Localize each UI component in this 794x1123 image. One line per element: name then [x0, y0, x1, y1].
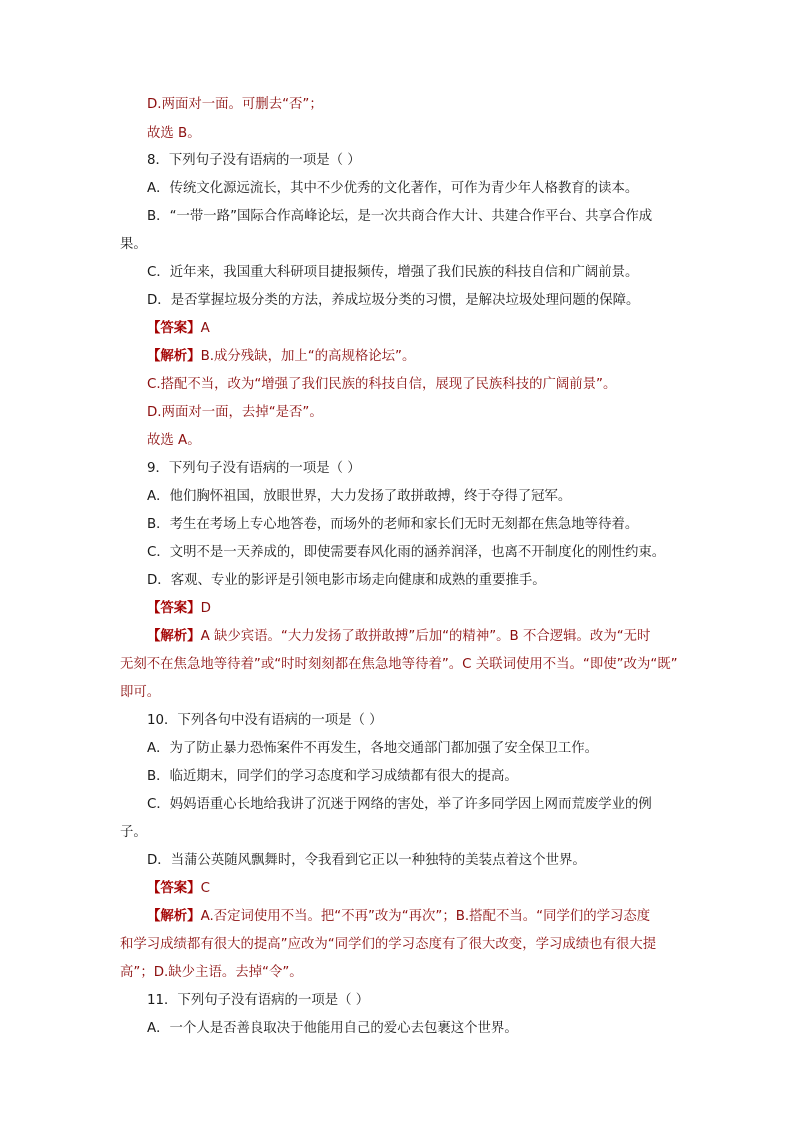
text-line [147, 740, 707, 758]
line-text: 10．下列各句中没有语病的一项是（ ） [147, 713, 383, 728]
line-text: B.成分残缺，加上“的高规格论坛”。 [200, 349, 416, 364]
line-text: A．他们胸怀祖国，放眼世界，大力发扬了敢拼敢搏，终于夺得了冠军。 [147, 489, 572, 504]
line-text: D [200, 601, 211, 616]
line-text: D．客观、专业的影评是引领电影市场走向健康和成熟的重要推手。 [147, 573, 546, 588]
text-line [147, 572, 707, 590]
answer-line [147, 600, 707, 618]
line-text: 11．下列句子没有语病的一项是（ ） [147, 993, 370, 1008]
text-line [147, 796, 707, 814]
text-line [147, 1020, 707, 1038]
answer-tag: 【答案】 [147, 601, 201, 616]
analysis-line [147, 908, 707, 926]
text-line [147, 992, 707, 1010]
analysis-tag: 【解析】 [147, 629, 201, 644]
line-text: A [200, 321, 210, 336]
text-line [120, 824, 680, 842]
line-text: A 缺少宾语。“大力发扬了敢拼敢搏”后加“的精神”。B 不合逻辑。改为“无时 [200, 629, 651, 644]
line-text: 8．下列句子没有语病的一项是（ ） [147, 153, 361, 168]
text-line [147, 292, 707, 310]
analysis-line [147, 348, 707, 366]
analysis-tag: 【解析】 [147, 909, 201, 924]
text-line [120, 936, 680, 954]
text-line [147, 152, 707, 170]
line-text: 高”；D.缺少主语。去掉“令”。 [120, 965, 303, 980]
line-text: 无刻不在焦急地等待着”或“时时刻刻都在焦急地等待着”。C 关联词使用不当。“即使”改为“既” [120, 657, 678, 672]
line-text: C．近年来，我国重大科研项目捷报频传，增强了我们民族的科技自信和广阔前景。 [147, 265, 639, 280]
answer-line [147, 880, 707, 898]
line-text: 即可。 [120, 685, 161, 700]
text-line [147, 96, 707, 114]
text-line [147, 460, 707, 478]
line-text: A．为了防止暴力恐怖案件不再发生，各地交通部门都加强了安全保卫工作。 [147, 741, 599, 756]
text-line [120, 236, 680, 254]
line-text: C．文明不是一天养成的，即使需要春风化雨的涵养润泽，也离不开制度化的刚性约束。 [147, 545, 666, 560]
line-text: C [200, 881, 210, 896]
text-line [147, 852, 707, 870]
line-text: 子。 [120, 825, 147, 840]
text-line [120, 684, 680, 702]
text-line [147, 376, 707, 394]
line-text: 9．下列句子没有语病的一项是（ ） [147, 461, 361, 476]
text-line [147, 432, 707, 450]
text-line [147, 488, 707, 506]
text-line [120, 656, 680, 674]
line-text: C．妈妈语重心长地给我讲了沉迷于网络的害处，举了许多同学因上网而荒废学业的例 [147, 797, 652, 812]
text-line [147, 208, 707, 226]
line-text: D．是否掌握垃圾分类的方法，养成垃圾分类的习惯，是解决垃圾处理问题的保障。 [147, 293, 640, 308]
answer-line [147, 320, 707, 338]
line-text: B．考生在考场上专心地答卷，而场外的老师和家长们无时无刻都在焦急地等待着。 [147, 517, 639, 532]
text-line [147, 544, 707, 562]
line-text: D.两面对一面。可删去“否”； [147, 97, 323, 112]
analysis-line [147, 628, 707, 646]
text-line [147, 516, 707, 534]
text-line [147, 404, 707, 422]
text-line [147, 712, 707, 730]
text-line [147, 264, 707, 282]
text-line [120, 964, 680, 982]
line-text: A．传统文化源远流长，其中不少优秀的文化著作，可作为青少年人格教育的读本。 [147, 181, 639, 196]
line-text: 和学习成绩都有很大的提高”应改为“同学们的学习态度有了很大改变，学习成绩也有很大提 [120, 937, 657, 952]
line-text: D．当蒲公英随风飘舞时，令我看到它正以一种独特的美装点着这个世界。 [147, 853, 586, 868]
line-text: 故选 B。 [147, 126, 201, 141]
line-text: A．一个人是否善良取决于他能用自己的爱心去包裹这个世界。 [147, 1021, 518, 1036]
line-text: C.搭配不当，改为“增强了我们民族的科技自信，展现了民族科技的广阔前景”。 [147, 377, 617, 392]
answer-tag: 【答案】 [147, 881, 201, 896]
analysis-tag: 【解析】 [147, 349, 201, 364]
line-text: 故选 A。 [147, 433, 201, 448]
answer-tag: 【答案】 [147, 321, 201, 336]
line-text: B．“一带一路”国际合作高峰论坛，是一次共商合作大计、共建合作平台、共享合作成 [147, 209, 653, 224]
text-line [147, 180, 707, 198]
line-text: 果。 [120, 237, 147, 252]
text-line [147, 768, 707, 786]
line-text: A.否定词使用不当。把“不再”改为“再次”；B.搭配不当。“同学们的学习态度 [200, 909, 651, 924]
line-text: B．临近期末，同学们的学习态度和学习成绩都有很大的提高。 [147, 769, 518, 784]
text-line [147, 125, 707, 143]
line-text: D.两面对一面，去掉“是否”。 [147, 405, 323, 420]
